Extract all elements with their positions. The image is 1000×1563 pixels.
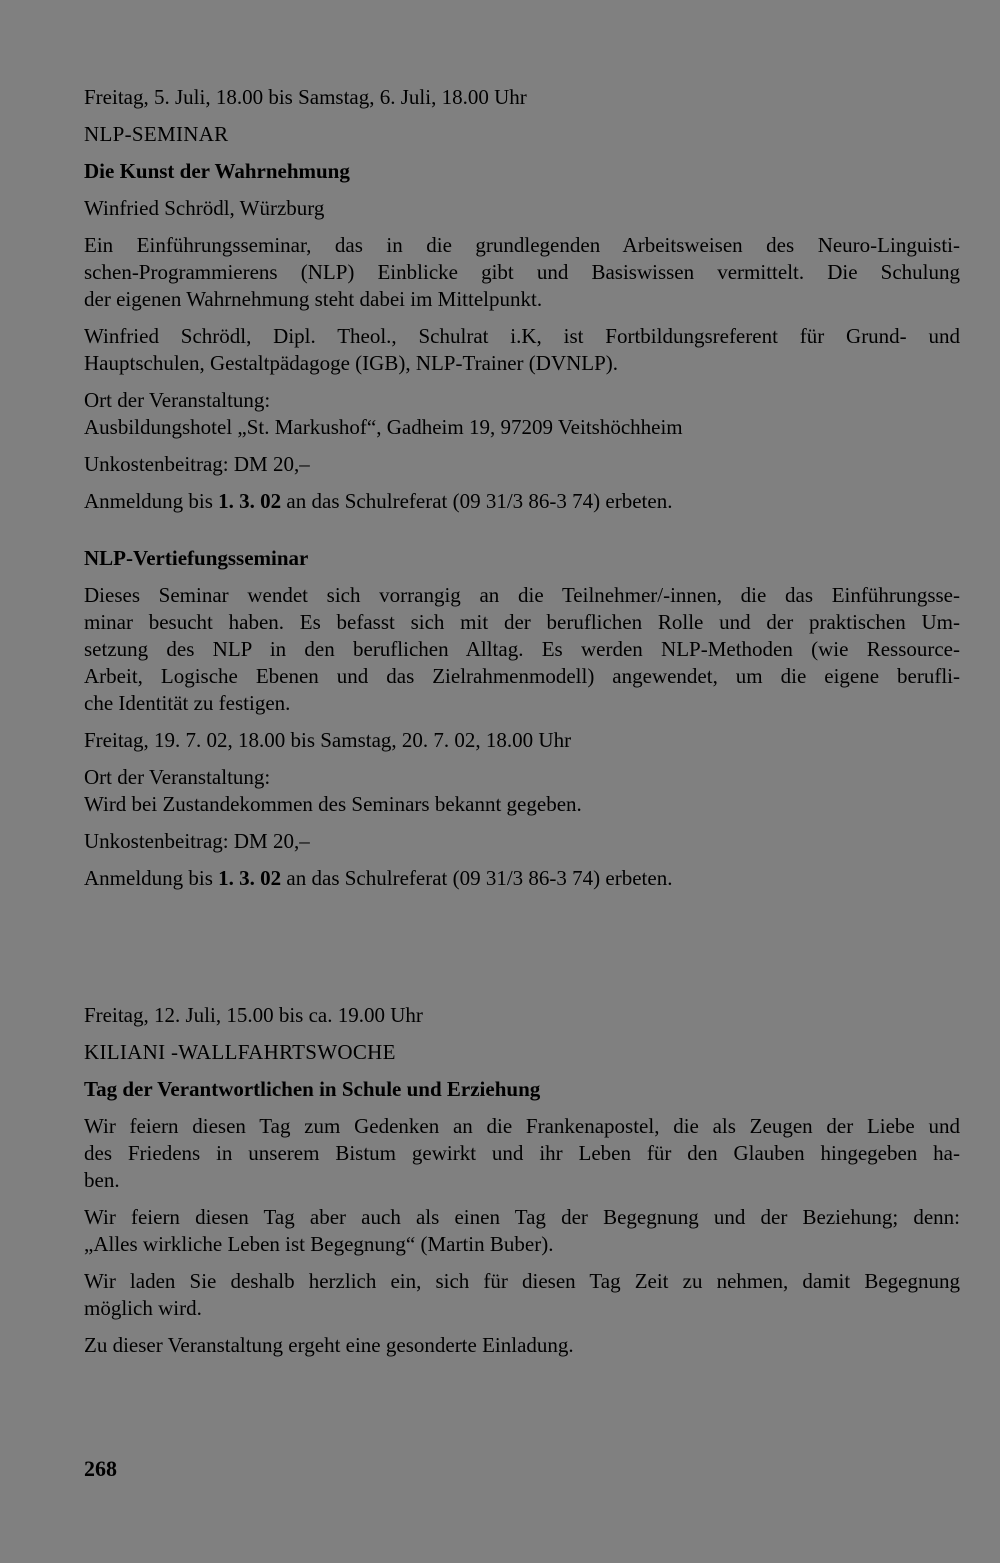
text-line: möglich wird. bbox=[84, 1296, 202, 1320]
seminar-nlp-advanced bbox=[84, 545, 960, 892]
venue-address: Wird bei Zustandekommen des Seminars bekannt gegeben. bbox=[84, 792, 582, 816]
event-paragraph-3 bbox=[84, 1268, 960, 1322]
text-line: Arbeit, Logische Ebenen und das Zielrahmenmodell) angewendet, um die eigene berufli- bbox=[84, 664, 960, 688]
text-line: setzung des NLP in den beruflichen Alltag. Es werden NLP-Methoden (wie Ressource- bbox=[84, 637, 960, 661]
event-venue bbox=[84, 387, 960, 441]
text-line: Dieses Seminar wendet sich vorrangig an die Teilnehmer/-innen, die das Einführungsse- bbox=[84, 583, 960, 607]
text-line: der eigenen Wahrnehmung steht dabei im Mittelpunkt. bbox=[84, 287, 543, 311]
venue-address: Ausbildungshotel „St. Markushof“, Gadheim 19, 97209 Veitshöchheim bbox=[84, 415, 683, 439]
text-line: Wir feiern diesen Tag zum Gedenken an die Frankenapostel, die als Zeugen der Liebe und bbox=[84, 1114, 960, 1138]
event-date: Freitag, 5. Juli, 18.00 bis Samstag, 6. Juli, 18.00 Uhr bbox=[84, 85, 527, 109]
text-line: Hauptschulen, Gestaltpädagoge (IGB), NLP-Trainer (DVNLP). bbox=[84, 351, 619, 375]
text-line: Winfried Schrödl, Dipl. Theol., Schulrat i.K, ist Fortbildungsreferent für Grund- und bbox=[84, 324, 960, 348]
event-paragraph-1 bbox=[84, 1113, 960, 1194]
event-speaker: Winfried Schrödl, Würzburg bbox=[84, 196, 325, 220]
text-line: Wir laden Sie deshalb herzlich ein, sich für diesen Tag Zeit zu nehmen, damit Begegnung bbox=[84, 1269, 960, 1293]
event-registration bbox=[84, 488, 960, 515]
text-line: „Alles wirkliche Leben ist Begegnung“ (Martin Buber). bbox=[84, 1232, 554, 1256]
event-category: NLP-SEMINAR bbox=[84, 122, 229, 146]
event-title: NLP-Vertiefungsseminar bbox=[84, 546, 309, 570]
event-venue bbox=[84, 764, 960, 818]
page-content bbox=[84, 84, 960, 1359]
event-category: KILIANI -WALLFAHRTSWOCHE bbox=[84, 1040, 396, 1064]
event-fee: Unkostenbeitrag: DM 20,– bbox=[84, 829, 310, 853]
text-line: Wir feiern diesen Tag aber auch als einen Tag der Begegnung und der Beziehung; denn: bbox=[84, 1205, 960, 1229]
text-line: che Identität zu festigen. bbox=[84, 691, 291, 715]
registration-suffix: an das Schulreferat (09 31/3 86-3 74) erbeten. bbox=[281, 489, 673, 513]
page-number: 268 bbox=[84, 1456, 117, 1481]
registration-date: 1. 3. 02 bbox=[218, 489, 282, 513]
text-line: Ein Einführungsseminar, das in die grundlegenden Arbeitsweisen des Neuro-Linguisti- bbox=[84, 233, 960, 257]
event-paragraph-4: Zu dieser Veranstaltung ergeht eine gesonderte Einladung. bbox=[84, 1333, 574, 1357]
event-registration bbox=[84, 865, 960, 892]
event-kiliani bbox=[84, 1002, 960, 1359]
event-date: Freitag, 12. Juli, 15.00 bis ca. 19.00 Uhr bbox=[84, 1003, 423, 1027]
text-line: schen-Programmierens (NLP) Einblicke gibt und Basiswissen vermittelt. Die Schulung bbox=[84, 260, 960, 284]
text-line: des Friedens in unserem Bistum gewirkt und ihr Leben für den Glauben hingegeben ha- bbox=[84, 1141, 960, 1165]
event-paragraph-2 bbox=[84, 1204, 960, 1258]
registration-suffix: an das Schulreferat (09 31/3 86-3 74) erbeten. bbox=[281, 866, 673, 890]
registration-prefix: Anmeldung bis bbox=[84, 866, 219, 890]
event-title: Die Kunst der Wahrnehmung bbox=[84, 159, 350, 183]
event-date: Freitag, 19. 7. 02, 18.00 bis Samstag, 20. 7. 02, 18.00 Uhr bbox=[84, 728, 572, 752]
venue-label: Ort der Veranstaltung: bbox=[84, 388, 271, 412]
text-line: minar besucht haben. Es befasst sich mit der beruflichen Rolle und der praktischen Um- bbox=[84, 610, 960, 634]
event-fee: Unkostenbeitrag: DM 20,– bbox=[84, 452, 310, 476]
venue-label: Ort der Veranstaltung: bbox=[84, 765, 271, 789]
speaker-bio bbox=[84, 323, 960, 377]
event-description bbox=[84, 232, 960, 313]
seminar-nlp-intro bbox=[84, 84, 960, 515]
registration-date: 1. 3. 02 bbox=[218, 866, 282, 890]
event-title: Tag der Verantwortlichen in Schule und Erziehung bbox=[84, 1077, 541, 1101]
event-description bbox=[84, 582, 960, 717]
text-line: ben. bbox=[84, 1168, 120, 1192]
registration-prefix: Anmeldung bis bbox=[84, 489, 219, 513]
